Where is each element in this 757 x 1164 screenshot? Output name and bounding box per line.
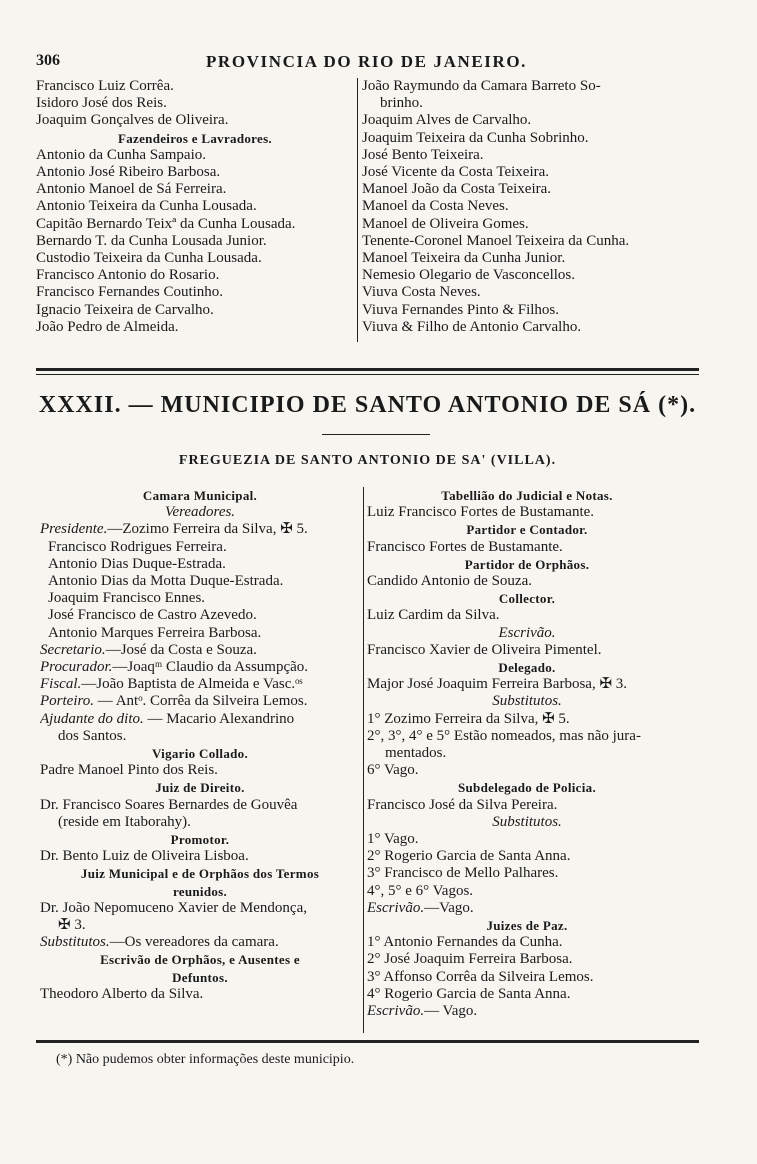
fiscal-label: Fiscal. xyxy=(40,676,82,693)
escrivao-name: Francisco Xavier de Oliveira Pimentel. xyxy=(367,641,602,658)
escrivao-name: Theodoro Alberto da Silva. xyxy=(40,985,204,1002)
escrivao3-label: Escrivão. xyxy=(367,1003,425,1020)
list-item: José Francisco de Castro Azevedo. xyxy=(48,607,257,624)
main-right-column xyxy=(367,487,687,1020)
subdelegado-name: Francisco José da Silva Pereira. xyxy=(367,796,558,813)
section-rule xyxy=(36,368,699,371)
escrivao2-text: —Vago. xyxy=(424,899,474,916)
secretario-label: Secretario. xyxy=(40,641,106,658)
footnote: (*) Não pudemos obter informações deste municipio. xyxy=(56,1052,355,1067)
list-item: Francisco Rodrigues Ferreira. xyxy=(48,538,227,555)
porteiro-text: — Antᵒ. Corrêa da Silveira Lemos. xyxy=(94,693,308,710)
delegado-heading: Delegado. xyxy=(498,660,556,676)
main-left-column xyxy=(40,487,360,1003)
list-item: Manoel Teixeira da Cunha Junior. xyxy=(362,250,566,267)
list-item: Bernardo T. da Cunha Lousada Junior. xyxy=(36,232,267,249)
page-number: 306 xyxy=(36,52,60,69)
list-item: 1° Antonio Fernandes da Cunha. xyxy=(367,934,563,951)
promotor-name: Dr. Bento Luiz de Oliveira Lisboa. xyxy=(40,848,249,865)
list-item: João Raymundo da Camara Barreto So- xyxy=(362,78,601,94)
parish-heading: FREGUEZIA DE SANTO ANTONIO DE SA' (VILLA). xyxy=(178,453,557,468)
list-item: 2° Rogerio Garcia de Santa Anna. xyxy=(367,848,571,865)
title-underline xyxy=(322,434,430,435)
list-item: Antonio Teixeira da Cunha Lousada. xyxy=(36,198,257,215)
list-item: Francisco Antonio do Rosario. xyxy=(36,267,220,284)
list-item: Viuva Fernandes Pinto & Filhos. xyxy=(362,301,560,318)
list-item: Manoel de Oliveira Gomes. xyxy=(362,215,529,232)
collector-heading: Collector. xyxy=(498,591,556,607)
column-divider xyxy=(357,78,358,342)
running-title: PROVINCIA DO RIO DE JANEIRO. xyxy=(205,52,528,71)
farmers-heading: Fazendeiros e Lavradores. xyxy=(118,130,272,146)
list-item: 4° Rogerio Garcia de Santa Anna. xyxy=(367,985,571,1002)
list-item: Capitão Bernardo Teixª da Cunha Lousada. xyxy=(36,215,296,232)
list-item-continued: mentados. xyxy=(385,745,447,762)
ajudante-continued: dos Santos. xyxy=(58,727,127,744)
escrivao3-text: — Vago. xyxy=(424,1003,478,1020)
list-item: Antonio Manoel de Sá Ferreira. xyxy=(36,181,227,198)
footnote-rule xyxy=(36,1040,699,1043)
list-item: Manoel João da Costa Teixeira. xyxy=(362,181,552,198)
page-header xyxy=(36,52,697,74)
list-item: José Vicente da Costa Teixeira. xyxy=(362,164,550,181)
section-title: XXXII. — MUNICIPIO DE SANTO ANTONIO DE SÁ (*). xyxy=(38,392,697,418)
fiscal-text: —João Baptista de Almeida e Vasc.ᵒˢ xyxy=(81,676,303,693)
presidente-label: Presidente. xyxy=(40,521,108,538)
list-item: Francisco Luiz Corrêa. xyxy=(36,78,174,94)
presidente-text: —Zozimo Ferreira da Silva, ✠ 5. xyxy=(107,521,308,538)
secretario-text: —José da Costa e Souza. xyxy=(105,641,257,658)
camara-heading: Camara Municipal. xyxy=(142,488,258,503)
column-divider xyxy=(363,487,364,1033)
collector-name: Luiz Cardim da Silva. xyxy=(367,607,500,624)
list-item: Antonio Dias Duque-Estrada. xyxy=(48,555,226,572)
escrivao2-label: Escrivão. xyxy=(367,899,425,916)
list-item: 3° Francisco de Mello Palhares. xyxy=(367,865,559,882)
vigario-name: Padre Manoel Pinto dos Reis. xyxy=(40,762,218,779)
list-item: João Pedro de Almeida. xyxy=(36,318,179,335)
list-item: Isidoro José dos Reis. xyxy=(36,95,167,112)
list-item: 2° José Joaquim Ferreira Barbosa. xyxy=(367,951,573,968)
top-right-column xyxy=(362,78,682,336)
tabelliao-heading: Tabellião do Judicial e Notas. xyxy=(441,488,613,503)
list-item: Antonio Marques Ferreira Barbosa. xyxy=(48,624,262,641)
list-item: Manoel da Costa Neves. xyxy=(362,198,509,215)
escrivao-heading: Escrivão. xyxy=(498,624,556,641)
list-item: Joaquim Teixeira da Cunha Sobrinho. xyxy=(362,129,589,146)
ajudante-label: Ajudante do dito. xyxy=(40,710,144,727)
escrivao-heading-cont: Defuntos. xyxy=(172,969,228,985)
juiz-municipal-order: ✠ 3. xyxy=(58,917,86,934)
juiz-municipal-name: Dr. João Nepomuceno Xavier de Mendonça, xyxy=(40,899,307,916)
list-item: 3° Affonso Corrêa da Silveira Lemos. xyxy=(367,968,594,985)
list-item: Joaquim Francisco Ennes. xyxy=(48,590,206,607)
juiz-municipal-heading: Juiz Municipal e de Orphãos dos Termos xyxy=(80,866,320,882)
list-item: Antonio Dias da Motta Duque-Estrada. xyxy=(48,573,284,590)
list-item: Viuva & Filho de Antonio Carvalho. xyxy=(362,318,582,335)
porteiro-label: Porteiro. xyxy=(40,693,95,710)
procurador-text: —Joaqᵐ Claudio da Assumpção. xyxy=(112,659,309,676)
list-item: Antonio José Ribeiro Barbosa. xyxy=(36,164,221,181)
list-item: brinho. xyxy=(380,95,423,112)
partidor-contador-heading: Partidor e Contador. xyxy=(466,522,588,538)
partidor-orphaos-heading: Partidor de Orphãos. xyxy=(464,556,590,572)
list-item: 2°, 3°, 4° e 5° Estão nomeados, mas não jura- xyxy=(367,727,641,744)
list-item: 6° Vago. xyxy=(367,762,419,779)
promotor-heading: Promotor. xyxy=(170,832,230,848)
juiz-direito-heading: Juiz de Direito. xyxy=(155,780,245,796)
ajudante-text: — Macario Alexandrino xyxy=(143,710,295,727)
juiz-municipal-heading-cont: reunidos. xyxy=(172,883,228,899)
list-item: 1° Zozimo Ferreira da Silva, ✠ 5. xyxy=(367,710,570,727)
partidor-orphaos-name: Candido Antonio de Souza. xyxy=(367,573,532,590)
list-item: Joaquim Alves de Carvalho. xyxy=(362,112,532,129)
juiz-direito-name: Dr. Francisco Soares Bernardes de Gouvêa xyxy=(40,796,298,813)
top-left-column xyxy=(36,78,354,336)
list-item: 1° Vago. xyxy=(367,831,419,848)
list-item: Francisco Fernandes Coutinho. xyxy=(36,284,224,301)
tabelliao-name: Luiz Francisco Fortes de Bustamante. xyxy=(367,504,595,521)
list-item: Joaquim Gonçalves de Oliveira. xyxy=(36,112,229,129)
list-item: Nemesio Olegario de Vasconcellos. xyxy=(362,267,575,284)
vigario-heading: Vigario Collado. xyxy=(151,746,249,762)
subdelegado-heading: Subdelegado de Policia. xyxy=(458,780,596,796)
section-rule-thin xyxy=(36,374,699,375)
delegado-name: Major José Joaquim Ferreira Barbosa, ✠ 3. xyxy=(367,676,628,693)
substitutos-heading: Substitutos. xyxy=(492,693,562,710)
escrivao-heading: Escrivão de Orphãos, e Ausentes e xyxy=(100,952,300,968)
list-item: 4°, 5° e 6° Vagos. xyxy=(367,882,474,899)
juiz-direito-note: (reside em Itaborahy). xyxy=(58,813,191,830)
vereadores-heading: Vereadores. xyxy=(164,504,236,521)
list-item: Tenente-Coronel Manoel Teixeira da Cunha. xyxy=(362,232,630,249)
list-item: José Bento Teixeira. xyxy=(362,146,484,163)
list-item: Antonio da Cunha Sampaio. xyxy=(36,146,206,163)
list-item: Viuva Costa Neves. xyxy=(362,284,481,301)
partidor-contador-name: Francisco Fortes de Bustamante. xyxy=(367,538,563,555)
substitutos2-heading: Substitutos. xyxy=(492,813,562,830)
list-item: Ignacio Teixeira de Carvalho. xyxy=(36,301,214,318)
substitutos-text: —Os vereadores da camara. xyxy=(109,934,279,951)
list-item: Custodio Teixeira da Cunha Lousada. xyxy=(36,250,262,267)
procurador-label: Procurador. xyxy=(40,659,113,676)
substitutos-label: Substitutos. xyxy=(40,934,110,951)
juizes-heading: Juizes de Paz. xyxy=(486,918,568,934)
